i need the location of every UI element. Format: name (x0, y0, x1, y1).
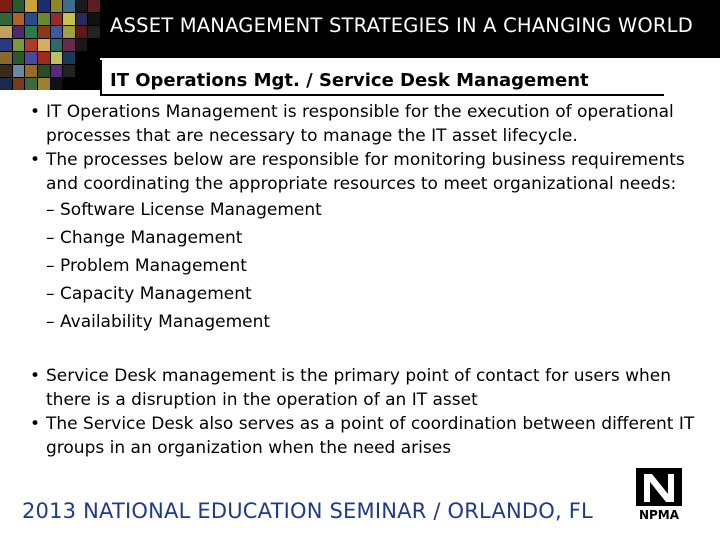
logo-label: NPMA (638, 508, 680, 522)
sub-item-text: Problem Management (60, 256, 247, 276)
sub-item (30, 280, 710, 308)
bullet-glyph: • (30, 150, 41, 170)
dash-glyph: – (46, 284, 55, 304)
header-bar (0, 0, 720, 58)
dash-glyph: – (46, 256, 55, 276)
bullet-glyph: • (30, 366, 41, 386)
sub-item (30, 224, 710, 252)
dash-glyph: – (46, 312, 55, 332)
slide-body (30, 100, 710, 460)
sub-item-text: Capacity Management (60, 284, 252, 304)
bullet-text: Service Desk management is the primary point of contact for users when there is a disruption in the operation of an IT asset (46, 366, 671, 410)
sub-item-text: Software License Management (60, 200, 322, 220)
bullet-item (30, 148, 710, 196)
sub-item-text: Availability Management (60, 312, 271, 332)
spacer (30, 336, 710, 364)
dash-glyph: – (46, 228, 55, 248)
bullet-glyph: • (30, 102, 41, 122)
sub-item-text: Change Management (60, 228, 243, 248)
npma-logo-icon (632, 464, 686, 534)
header-mosaic-image (0, 0, 100, 90)
slide-title: IT Operations Mgt. / Service Desk Management (110, 70, 589, 91)
bullet-item (30, 412, 710, 460)
footer-seminar-text: 2013 NATIONAL EDUCATION SEMINAR / ORLANDO, FL (22, 499, 593, 523)
title-underline (100, 94, 664, 96)
sub-item (30, 252, 710, 280)
bullet-item (30, 100, 710, 148)
bullet-text: The processes below are responsible for monitoring business requirements and coordinating the appropriate resources to meet organizational needs: (46, 150, 685, 194)
sub-item (30, 196, 710, 224)
bullet-glyph: • (30, 414, 41, 434)
bullet-text: IT Operations Management is responsible for the execution of operational processes that are necessary to manage the IT asset lifecycle. (46, 102, 674, 146)
dash-glyph: – (46, 200, 55, 220)
header-title: ASSET MANAGEMENT STRATEGIES IN A CHANGING WORLD (110, 14, 693, 37)
title-rule-vertical (100, 60, 102, 96)
bullet-item (30, 364, 710, 412)
sub-item (30, 308, 710, 336)
bullet-text: The Service Desk also serves as a point of coordination between different IT groups in an organization when the need arises (46, 414, 695, 458)
